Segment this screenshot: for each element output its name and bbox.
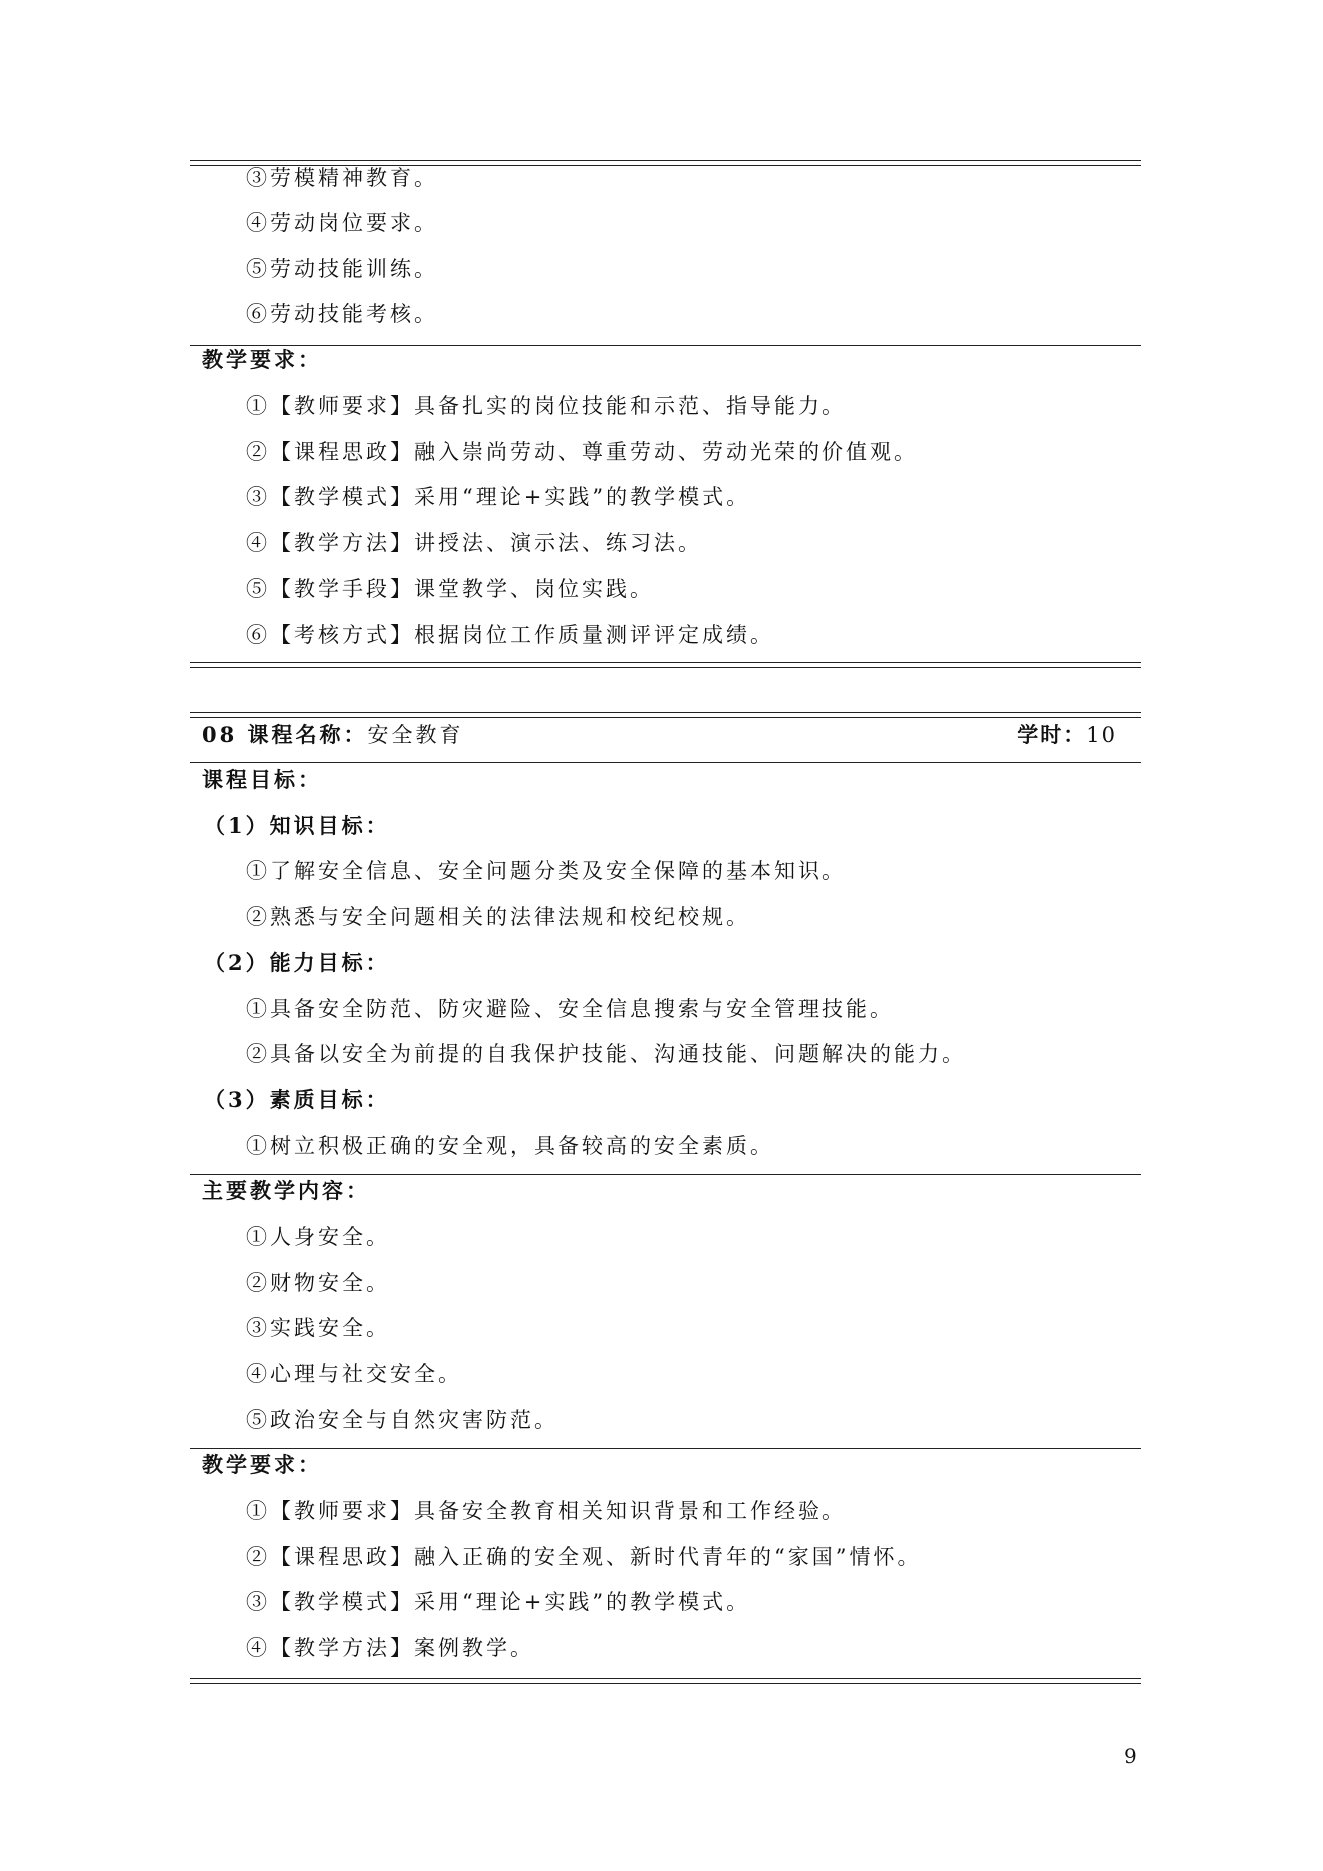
goal-item: ②具备以安全为前提的自我保护技能、沟通技能、问题解决的能力。	[246, 1042, 966, 1066]
requirement-item: ②【课程思政】融入崇尚劳动、尊重劳动、劳动光荣的价值观。	[246, 440, 918, 464]
requirement-item: ⑥【考核方式】根据岗位工作质量测评评定成绩。	[246, 623, 774, 647]
requirement-item: ⑤【教学手段】课堂教学、岗位实践。	[246, 577, 654, 601]
subheading-knowledge: （1）知识目标：	[204, 813, 390, 838]
requirement-item: ②【课程思政】融入正确的安全观、新时代青年的“家国”情怀。	[246, 1545, 922, 1569]
table-bottom-border	[190, 1678, 1141, 1684]
section-divider	[190, 1448, 1141, 1449]
course-name-label: 课程名称：	[247, 722, 368, 747]
subheading-quality: （3）素质目标：	[204, 1087, 390, 1112]
requirement-item: ③【教学模式】采用“理论+实践”的教学模式。	[246, 485, 751, 509]
requirement-item: ①【教师要求】具备扎实的岗位技能和示范、指导能力。	[246, 394, 846, 418]
requirement-item: ①【教师要求】具备安全教育相关知识背景和工作经验。	[246, 1499, 846, 1523]
content-item: ④心理与社交安全。	[246, 1362, 462, 1386]
section-divider	[190, 1174, 1141, 1175]
list-item: ④劳动岗位要求。	[246, 211, 438, 235]
section-divider	[190, 762, 1141, 763]
goal-item: ②熟悉与安全问题相关的法律法规和校纪校规。	[246, 905, 750, 929]
goal-item: ①了解安全信息、安全问题分类及安全保障的基本知识。	[246, 859, 846, 883]
requirement-item: ④【教学方法】讲授法、演示法、练习法。	[246, 531, 702, 555]
table-top-border	[190, 712, 1141, 718]
section-heading-content: 主要教学内容：	[202, 1178, 370, 1203]
content-item: ③实践安全。	[246, 1316, 390, 1340]
page-number: 9	[1124, 1744, 1137, 1768]
content-item: ⑤政治安全与自然灾害防范。	[246, 1408, 558, 1432]
goal-item: ①具备安全防范、防灾避险、安全信息搜索与安全管理技能。	[246, 997, 894, 1021]
list-item: ⑤劳动技能训练。	[246, 257, 438, 281]
table-bottom-border	[190, 662, 1141, 668]
content-item: ①人身安全。	[246, 1225, 390, 1249]
subheading-ability: （2）能力目标：	[204, 950, 390, 975]
course-number: 08	[202, 722, 238, 747]
section-heading-requirements: 教学要求：	[202, 1452, 322, 1477]
content-item: ②财物安全。	[246, 1271, 390, 1295]
list-item: ⑥劳动技能考核。	[246, 302, 438, 326]
requirement-item: ③【教学模式】采用“理论+实践”的教学模式。	[246, 1590, 751, 1614]
requirement-item: ④【教学方法】案例教学。	[246, 1636, 534, 1660]
course-hours	[1017, 720, 1117, 750]
goal-item: ①树立积极正确的安全观，具备较高的安全素质。	[246, 1134, 774, 1158]
section-divider	[190, 345, 1141, 346]
course-name: 安全教育	[367, 723, 464, 747]
section-heading-requirements: 教学要求：	[202, 347, 322, 372]
section-heading-goals: 课程目标：	[202, 767, 322, 792]
course-title-row	[202, 720, 464, 750]
list-item: ③劳模精神教育。	[246, 166, 438, 190]
hours-label: 学时：	[1017, 722, 1087, 747]
hours-value: 10	[1086, 723, 1117, 747]
